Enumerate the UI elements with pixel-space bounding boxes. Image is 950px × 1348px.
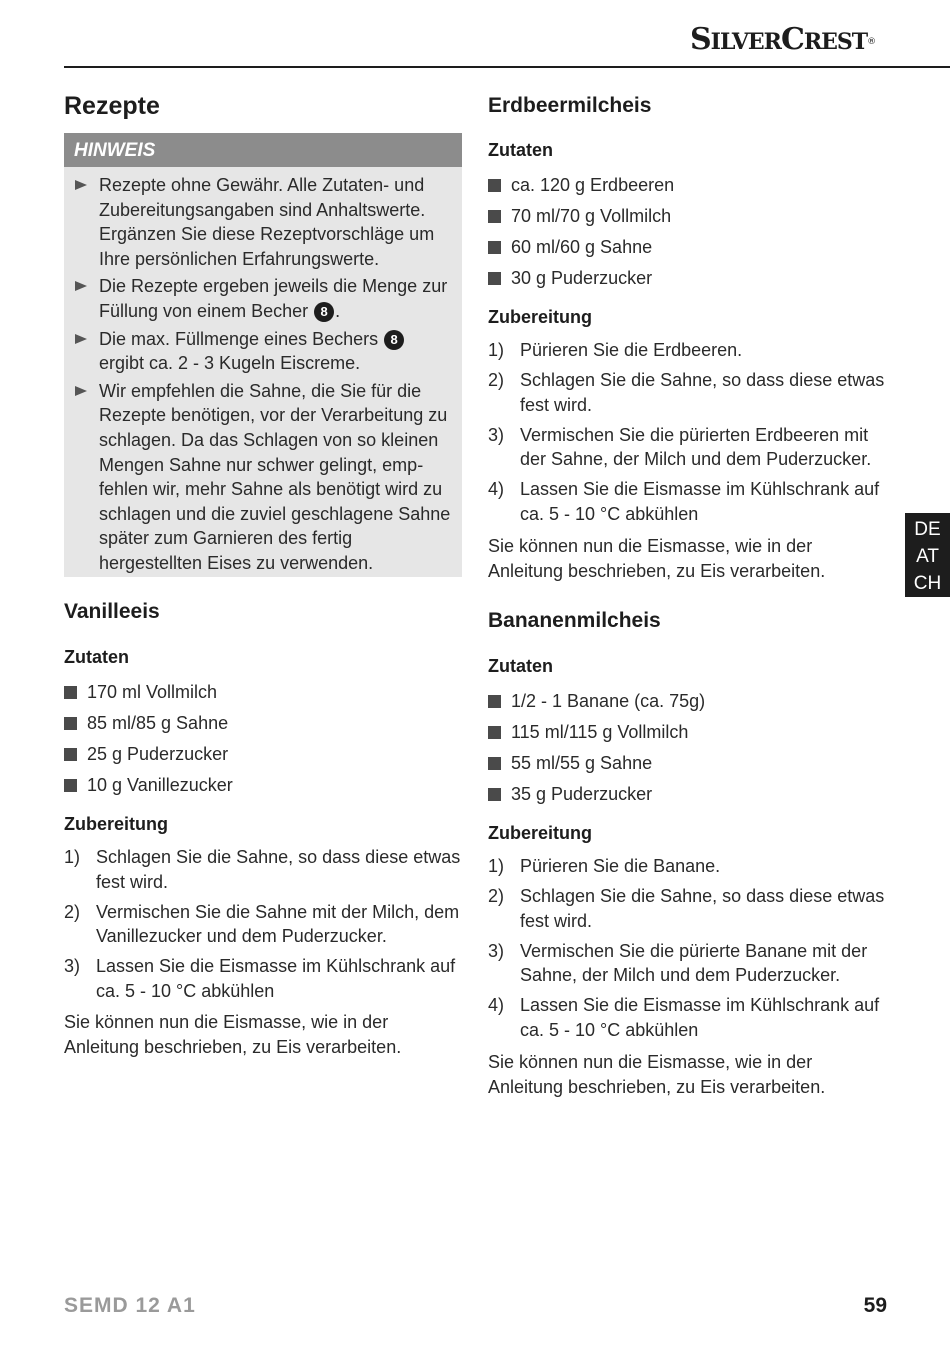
- ingredient-text: 60 ml/60 g Sahne: [511, 237, 653, 257]
- step-number: 1): [488, 856, 505, 876]
- hinweis-item-text: .: [335, 300, 341, 321]
- step-text: Lassen Sie die Eismasse im Kühlschrank auf ca. 5 - 10 °C abkühlen: [520, 479, 880, 525]
- registered-mark: ®: [867, 37, 876, 47]
- page-number: 59: [863, 1294, 887, 1317]
- closing-text: Sie können nun die Eismasse, wie in der Anleitung beschrieben, zu Eis verarbeiten.: [64, 1012, 402, 1057]
- hinweis-box: [64, 133, 462, 577]
- ingredient-text: 1/2 - 1 Banane (ca. 75g): [511, 691, 706, 711]
- step-number: 4): [488, 995, 505, 1016]
- ingredient-item: [488, 751, 705, 782]
- step-number: 2): [488, 370, 505, 391]
- lang-at: AT: [916, 546, 939, 567]
- footer-model: SEMD 12 A1: [64, 1294, 196, 1317]
- hinweis-item: [64, 173, 454, 271]
- hinweis-item-text: Die Rezepte ergeben jeweils die Menge zur Füllung von einem Becher: [99, 276, 448, 321]
- square-bullet-icon: [488, 695, 501, 708]
- square-bullet-icon: [64, 686, 77, 699]
- ingredient-item: [488, 235, 674, 266]
- steps-heading: Zubereitung: [488, 823, 592, 843]
- square-bullet-icon: [488, 241, 501, 254]
- lang-ch: CH: [913, 573, 942, 594]
- step-number: 2): [64, 901, 81, 922]
- step-text: Vermischen Sie die Sahne mit der Milch, dem Vanillezucker und dem Puderzucker.: [96, 901, 460, 947]
- step-item: [64, 845, 462, 894]
- ingredients-heading: Zutaten: [488, 140, 553, 160]
- hinweis-item: [64, 327, 454, 376]
- step-number: 3): [488, 424, 505, 445]
- step-number: 3): [488, 940, 505, 961]
- triangle-bullet-icon: [75, 281, 87, 291]
- ingredient-text: 35 g Puderzucker: [511, 784, 653, 804]
- lang-de: DE: [914, 519, 941, 540]
- ingredient-item: [488, 173, 674, 204]
- square-bullet-icon: [488, 272, 501, 285]
- square-bullet-icon: [64, 717, 77, 730]
- ingredients-heading: Zutaten: [64, 647, 129, 667]
- part-number-badge: 8: [314, 302, 334, 322]
- ingredients-list: [64, 680, 233, 804]
- closing-text: Sie können nun die Eismasse, wie in der Anleitung beschrieben, zu Eis verarbeiten.: [488, 1052, 826, 1097]
- steps-list: [488, 338, 886, 532]
- silvercrest-logo: SILVERCREST®: [690, 22, 876, 57]
- language-tab: [905, 513, 950, 597]
- square-bullet-icon: [64, 779, 77, 792]
- ingredient-text: 55 ml/55 g Sahne: [511, 753, 653, 773]
- square-bullet-icon: [488, 210, 501, 223]
- recipe-title-vanilleeis: Vanilleeis: [64, 600, 160, 623]
- closing-text: Sie können nun die Eismasse, wie in der Anleitung beschrieben, zu Eis verarbeiten.: [488, 536, 826, 581]
- step-item: [488, 854, 886, 879]
- ingredient-text: 85 ml/85 g Sahne: [87, 713, 229, 733]
- hinweis-list: [64, 167, 462, 576]
- step-item: [488, 423, 886, 472]
- step-item: [488, 993, 886, 1042]
- step-item: [64, 900, 462, 949]
- part-number-badge: 8: [384, 330, 404, 350]
- step-item: [488, 338, 886, 363]
- hinweis-item: [64, 274, 454, 323]
- ingredient-text: 30 g Puderzucker: [511, 268, 653, 288]
- step-text: Schlagen Sie die Sahne, so dass diese etwas fest wird.: [520, 370, 885, 415]
- hinweis-item-text: Rezepte ohne Gewähr. Alle Zutaten- und Zubereitungsangaben sind Anhaltswerte. Ergänzen Sie diese Rezeptvorschläge um Ihre persönlichen Erfahrungswerte.: [99, 175, 435, 269]
- step-number: 1): [64, 847, 81, 867]
- ingredient-text: 170 ml Vollmilch: [87, 682, 218, 702]
- step-number: 1): [488, 340, 505, 360]
- hinweis-item-text: Wir empfehlen die Sahne, die Sie für die Rezepte benötigen, vor der Verarbeitung zu schlagen. Da das Schlagen von so kleinen Mengen Sahne nur schwer gelingt, emp-fehlen wir, mehr Sahne als benötigt wird zu schlagen und die zuviel geschlagene Sahne später zum Garnieren des fertig hergestellten Eises zu verwenden.: [99, 380, 451, 573]
- step-number: 2): [488, 886, 505, 907]
- triangle-bullet-icon: [75, 180, 87, 190]
- hinweis-item-text: ergibt ca. 2 - 3 Kugeln Eiscreme.: [99, 353, 361, 374]
- step-text: Lassen Sie die Eismasse im Kühlschrank auf ca. 5 - 10 °C abkühlen: [96, 956, 456, 1001]
- step-text: Pürieren Sie die Banane.: [520, 856, 721, 876]
- step-item: [488, 884, 886, 933]
- step-item: [488, 368, 886, 417]
- ingredients-heading: Zutaten: [488, 656, 553, 676]
- hinweis-label: HINWEIS: [64, 133, 462, 167]
- step-number: 4): [488, 479, 505, 500]
- ingredient-item: [488, 782, 705, 813]
- square-bullet-icon: [488, 726, 501, 739]
- ingredients-list: [488, 689, 705, 813]
- ingredient-text: 70 ml/70 g Vollmilch: [511, 206, 672, 226]
- triangle-bullet-icon: [75, 334, 87, 344]
- step-text: Vermischen Sie die pürierte Banane mit der Sahne, der Milch und dem Puderzucker.: [520, 940, 868, 986]
- ingredient-item: [488, 689, 705, 720]
- header-rule: [64, 66, 950, 68]
- steps-list: [488, 854, 886, 1048]
- steps-list: [64, 845, 462, 1009]
- ingredient-item: [64, 680, 233, 711]
- square-bullet-icon: [64, 748, 77, 761]
- ingredient-item: [64, 742, 233, 773]
- step-item: [64, 954, 462, 1003]
- step-text: Schlagen Sie die Sahne, so dass diese etwas fest wird.: [520, 886, 885, 931]
- ingredient-item: [488, 266, 674, 297]
- ingredient-text: 10 g Vanillezucker: [87, 775, 233, 795]
- recipe-title-erdbeermilcheis: Erdbeermilcheis: [488, 94, 652, 117]
- ingredient-text: 115 ml/115 g Vollmilch: [511, 722, 689, 742]
- ingredient-item: [488, 204, 674, 235]
- ingredient-item: [64, 711, 233, 742]
- step-text: Lassen Sie die Eismasse im Kühlschrank auf ca. 5 - 10 °C abkühlen: [520, 995, 880, 1041]
- ingredient-text: ca. 120 g Erdbeeren: [511, 175, 675, 195]
- step-item: [488, 939, 886, 988]
- step-number: 3): [64, 956, 81, 977]
- ingredients-list: [488, 173, 674, 297]
- triangle-bullet-icon: [75, 386, 87, 396]
- page-title: Rezepte: [64, 92, 160, 120]
- step-item: [488, 477, 886, 526]
- hinweis-item: [64, 379, 454, 576]
- step-text: Pürieren Sie die Erdbeeren.: [520, 340, 743, 360]
- ingredient-item: [488, 720, 705, 751]
- ingredient-text: 25 g Puderzucker: [87, 744, 229, 764]
- square-bullet-icon: [488, 788, 501, 801]
- step-text: Vermischen Sie die pürierten Erdbeeren mit der Sahne, der Milch und dem Puderzucker.: [520, 424, 872, 470]
- hinweis-item-text: Die max. Füllmenge eines Bechers: [99, 328, 384, 349]
- steps-heading: Zubereitung: [64, 814, 168, 834]
- square-bullet-icon: [488, 179, 501, 192]
- steps-heading: Zubereitung: [488, 307, 592, 327]
- recipe-title-bananenmilcheis: Bananenmilcheis: [488, 609, 661, 632]
- ingredient-item: [64, 773, 233, 804]
- step-text: Schlagen Sie die Sahne, so dass diese etwas fest wird.: [96, 847, 461, 892]
- square-bullet-icon: [488, 757, 501, 770]
